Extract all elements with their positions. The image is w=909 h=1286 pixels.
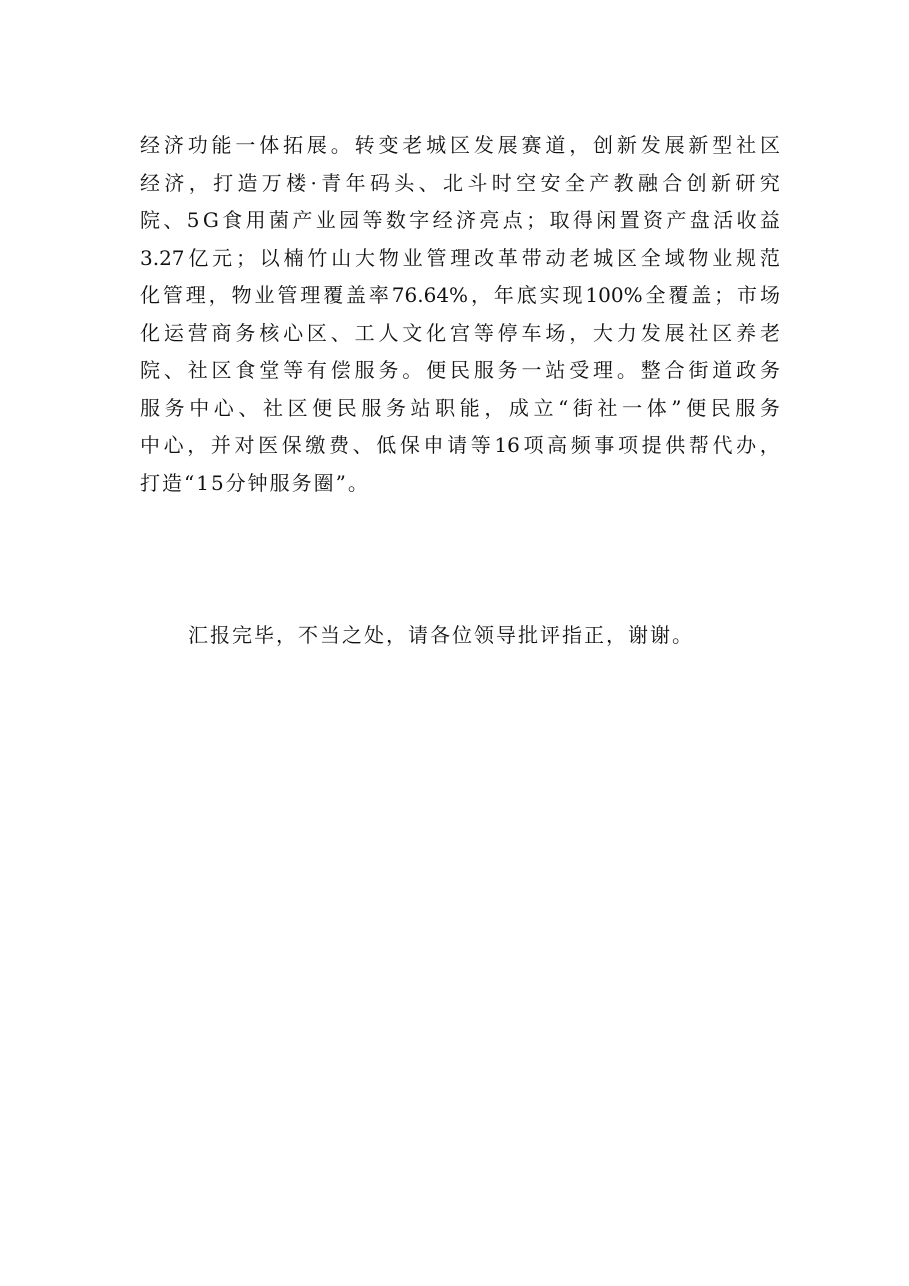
paragraph-line: 化 管 理 ， 物 业 管 理 覆 盖 率 76.64% ， 年 底 实 现 100% 全 覆 盖 ； 市 场 bbox=[140, 283, 780, 307]
paragraph-line: 化 运 营 商 务 核 心 区 、 工 人 文 化 宫 等 停 车 场 ， 大 力 发 展 社 区 养 老 bbox=[140, 320, 780, 345]
paragraph-line: 服 务 中 心 、 社 区 便 民 服 务 站 职 能 ， 成 立 “ 街 社 一 体 ” 便 民 服 务 bbox=[140, 395, 780, 420]
body-paragraph bbox=[140, 127, 780, 502]
paragraph-line: 院 、 社 区 食 堂 等 有 偿 服 务 。 便 民 服 务 一 站 受 理 。 整 合 街 道 政 务 bbox=[140, 358, 780, 382]
paragraph-line: 经 济 功 能 一 体 拓 展 。 转 变 老 城 区 发 展 赛 道 ， 创 新 发 展 新 型 社 区 bbox=[140, 133, 780, 157]
closing-statement: 汇报完毕，不当之处，请各位领导批评指正，谢谢。 bbox=[188, 623, 694, 647]
paragraph-line: 中 心 ， 并 对 医 保 缴 费 、 低 保 申 请 等 16 项 高 频 事 项 提 供 帮 代 办 ， bbox=[140, 433, 780, 457]
paragraph-line: 3.27 亿 元 ； 以 楠 竹 山 大 物 业 管 理 改 革 带 动 老 城 区 全 域 物 业 规 范 bbox=[140, 245, 780, 270]
paragraph-line: 院 、 5 G 食 用 菌 产 业 园 等 数 字 经 济 亮 点 ； 取 得 闲 置 资 产 盘 活 收 益 bbox=[140, 208, 780, 232]
paragraph-line: 打造“15分钟服务圈”。 bbox=[140, 470, 370, 495]
paragraph-line: 经 济 ， 打 造 万 楼 · 青 年 码 头 、 北 斗 时 空 安 全 产 教 融 合 创 新 研 究 bbox=[140, 170, 780, 195]
